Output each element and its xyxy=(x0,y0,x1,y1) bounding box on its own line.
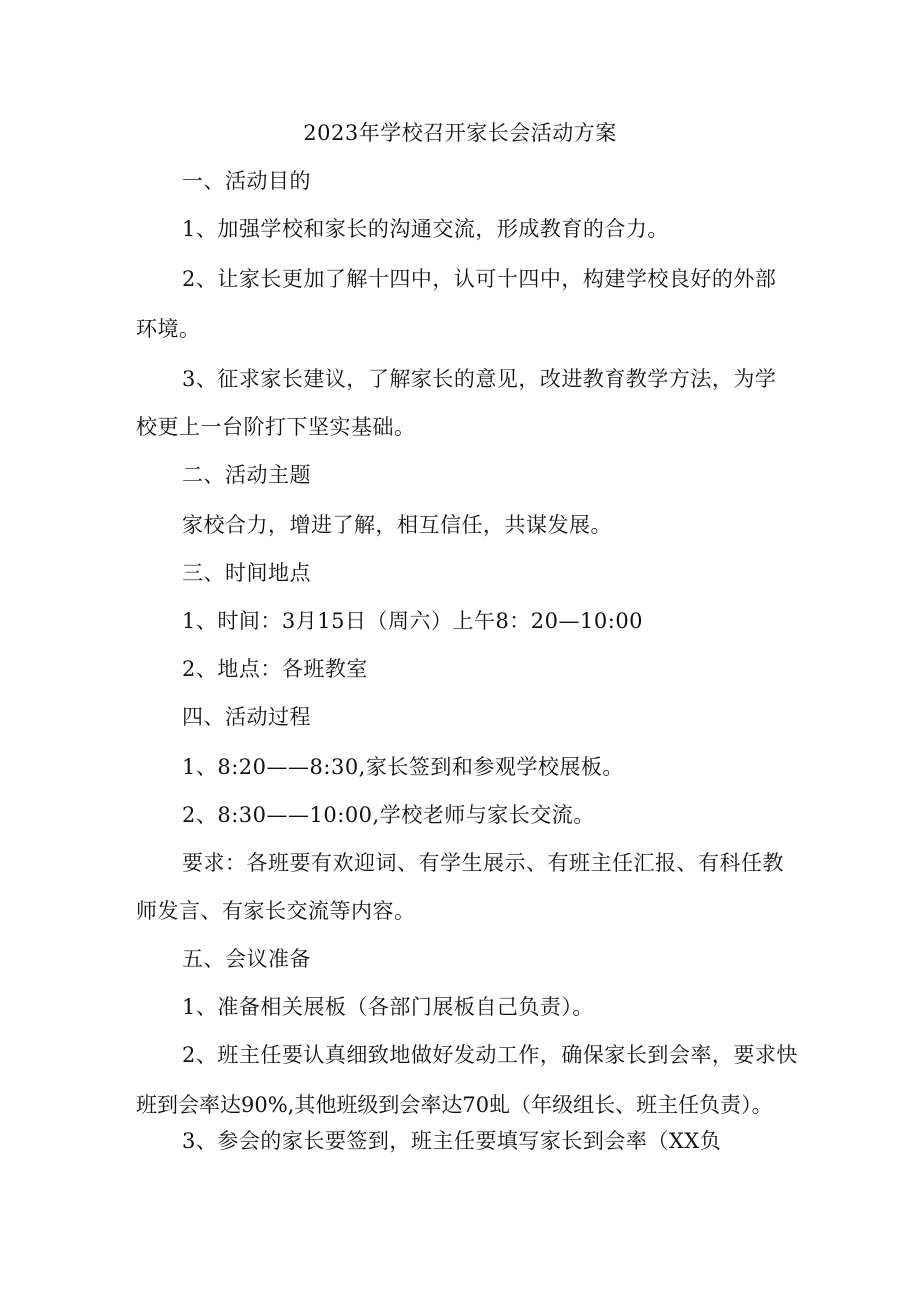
paragraph-line: 2、地点：各班教室 xyxy=(182,657,368,681)
section-heading-3: 三、时间地点 xyxy=(182,561,311,585)
paragraph-line: 2、8:30——10:00,学校老师与家长交流。 xyxy=(182,803,595,827)
document-title: 2023年学校召开家长会活动方案 xyxy=(303,121,617,145)
paragraph-line: 1、准备相关展板（各部门展板自己负责）。 xyxy=(182,995,594,1019)
section-heading-1: 一、活动目的 xyxy=(182,169,311,193)
paragraph-line: 师发言、有家长交流等内容。 xyxy=(136,899,416,923)
paragraph-line: 2、班主任要认真细致地做好发动工作，确保家长到会率，要求快 xyxy=(182,1043,798,1067)
paragraph-line: 3、征求家长建议，了解家长的意见，改进教育教学方法，为学 xyxy=(182,367,777,391)
paragraph-line: 环境。 xyxy=(136,317,201,341)
section-heading-2: 二、活动主题 xyxy=(182,463,311,487)
paragraph-line: 2、让家长更加了解十四中，认可十四中，构建学校良好的外部 xyxy=(182,267,777,291)
paragraph-line: 家校合力，增进了解，相互信任，共谋发展。 xyxy=(182,513,612,537)
paragraph-line: 1、8:20——8:30,家长签到和参观学校展板。 xyxy=(182,755,624,779)
section-heading-5: 五、会议准备 xyxy=(182,947,311,971)
paragraph-line: 3、参会的家长要签到，班主任要填写家长到会率（XX负 xyxy=(182,1129,722,1153)
paragraph-line: 班到会率达90%,其他班级到会率达70虬（年级组长、班主任负责）。 xyxy=(136,1093,773,1117)
paragraph-line: 1、加强学校和家长的沟通交流，形成教育的合力。 xyxy=(182,217,669,241)
paragraph-line: 要求：各班要有欢迎词、有学生展示、有班主任汇报、有科任教 xyxy=(182,851,784,875)
paragraph-line: 1、时间：3月15日（周六）上午8：20—10:00 xyxy=(182,609,644,633)
section-heading-4: 四、活动过程 xyxy=(182,705,311,729)
paragraph-line: 校更上一台阶打下坚实基础。 xyxy=(136,415,416,439)
